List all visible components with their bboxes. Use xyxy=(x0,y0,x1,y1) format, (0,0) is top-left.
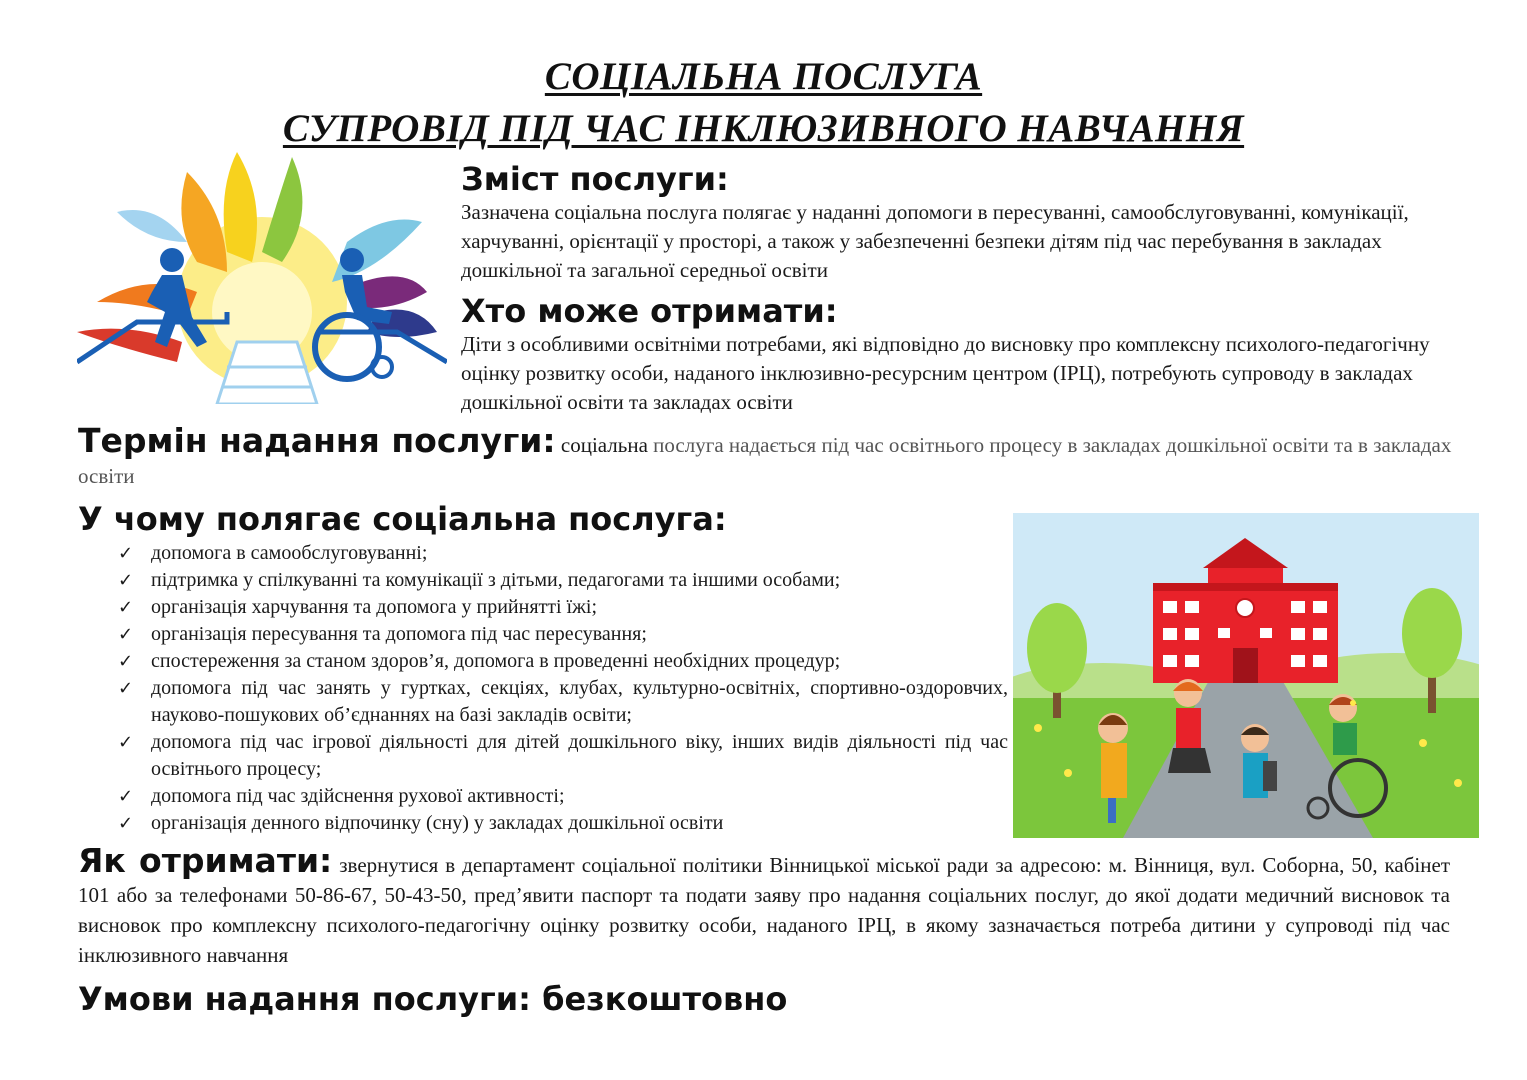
checkmark-icon: ✓ xyxy=(118,651,134,672)
uchomu-heading: У чому полягає соціальна послуга: xyxy=(78,500,727,538)
checkmark-icon: ✓ xyxy=(118,786,134,807)
umovy-value: безкоштовно xyxy=(542,980,788,1018)
school-illustration xyxy=(1013,513,1479,838)
list-item: ✓ допомога під час здійснення рухової активності; xyxy=(78,783,1008,810)
list-item: ✓ організація денного відпочинку (сну) у закладах дошкільної освіти xyxy=(78,810,1008,837)
termin-text-grey: послуга надається під час освітнього процесу в закладах дошкільної освіти та в закладах освіти xyxy=(78,433,1452,488)
list-item: ✓ організація харчування та допомога у прийнятті їжі; xyxy=(78,594,1008,621)
inclusion-logo-illustration xyxy=(77,152,447,404)
list-item: ✓ допомога в самообслуговуванні; xyxy=(78,540,1008,567)
list-item: ✓ допомога під час ігрової діяльності для дітей дошкільного віку, інших видів діяльності під час освітнього процесу; xyxy=(118,731,1008,780)
checkmark-icon: ✓ xyxy=(118,813,134,834)
zmist-heading: Зміст послуги: xyxy=(461,160,729,198)
checkmark-icon: ✓ xyxy=(118,597,134,618)
checkmark-icon: ✓ xyxy=(118,624,134,645)
hto-text: Діти з особливими освітніми потребами, які відповідно до висновку про комплексну психолого-педагогічну оцінку розвитку особи, наданого інклюзивно-ресурсним центром (ІРЦ), потребують супроводу в закладах дошкільної освіти та закладах освіти xyxy=(461,332,1430,414)
umovy-heading: Умови надання послуги: xyxy=(78,980,531,1018)
yak-heading: Як отримати: xyxy=(78,841,333,880)
list-item: ✓ спостереження за станом здоров’я, допомога в проведенні необхідних процедур; xyxy=(78,648,1008,675)
zmist-text: Зазначена соціальна послуга полягає у наданні допомоги в пересуванні, самообслуговуванні, комунікації, харчуванні, орієнтації у просторі, а також у забезпеченні безпеки дітям під час перебування в закладах дошкільної та загальної середньої освіти xyxy=(461,200,1409,282)
title-line-1: СОЦІАЛЬНА ПОСЛУГА xyxy=(544,55,983,98)
services-list xyxy=(78,540,1008,837)
checkmark-icon: ✓ xyxy=(118,732,134,753)
title-line-2: СУПРОВІД ПІД ЧАС ІНКЛЮЗИВНОГО НАВЧАННЯ xyxy=(282,107,1245,150)
list-item: ✓ допомога під час занять у гуртках, секціях, клубах, культурно-освітніх, спортивно-оздоровчих, науково-пошукових об’єднаннях на базі закладів освіти; xyxy=(118,677,1008,726)
checkmark-icon: ✓ xyxy=(118,678,134,699)
list-item: ✓ організація пересування та допомога під час пересування; xyxy=(78,621,1008,648)
termin-heading: Термін надання послуги: xyxy=(78,421,556,460)
termin-text-dark: соціальна xyxy=(560,433,648,457)
checkmark-icon: ✓ xyxy=(118,543,134,564)
hto-heading: Хто може отримати: xyxy=(461,292,838,330)
list-item: ✓ підтримка у спілкуванні та комунікації з дітьми, педагогами та іншими особами; xyxy=(78,567,1008,594)
yak-text: звернутися в департамент соціальної політики Вінницької міської ради за адресою: м. Вінниця, вул. Соборна, 50, кабінет 101 або за телефонами 50-86-67, 50-43-50, пред’явити паспорт та подати заяву про надання соціальних послуг, до якої додати медичний висновок та висновок про комплексну психолого-педагогічну оцінку розвитку особи, наданого ІРЦ, в якому зазначається потреба дитини у супроводі під час інклюзивного навчання xyxy=(78,853,1451,967)
checkmark-icon: ✓ xyxy=(118,570,134,591)
